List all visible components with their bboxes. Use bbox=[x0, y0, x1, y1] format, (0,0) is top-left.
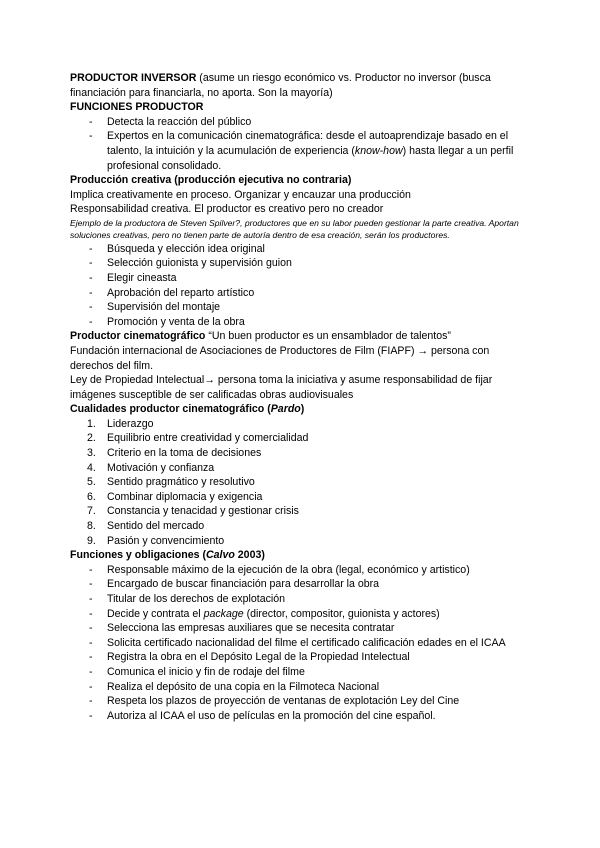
list-item: 5. Sentido pragmático y resolutivo bbox=[87, 476, 255, 489]
list-item: - Encargado de buscar financiación para desarrollar la obra bbox=[89, 578, 380, 591]
cualidades-heading: Cualidades productor cinematográfico (Pardo) bbox=[70, 403, 305, 416]
intro-title: PRODUCTOR INVERSOR bbox=[70, 72, 197, 84]
funciones-heading: FUNCIONES PRODUCTOR bbox=[70, 101, 204, 114]
creativa-list bbox=[70, 242, 532, 330]
list-item: 6. Combinar diplomacia y exigencia bbox=[87, 490, 263, 503]
obligaciones-heading: Funciones y obligaciones (Calvo 2003) bbox=[70, 549, 265, 562]
creativa-note: Ejemplo de la productora de Steven Spilver?, productores que en su labor pueden gestionar la parte creativa. Aportan soluciones creativas, pero no tienen parte de autoría dentro de esa creación, serán los productores. bbox=[70, 217, 519, 241]
funciones-list bbox=[70, 115, 532, 173]
list-item: 2. Equilibrio entre creatividad y comercialidad bbox=[87, 432, 309, 445]
list-item: - Titular de los derechos de explotación bbox=[89, 593, 286, 605]
list-item: 8. Sentido del mercado bbox=[87, 520, 205, 533]
list-item: - Comunica el inicio y fin de rodaje del filme bbox=[89, 665, 305, 678]
cinematografico-heading: Productor cinematográfico “Un buen productor es un ensamblador de talentos” bbox=[70, 330, 451, 343]
list-item: 3. Criterio en la toma de decisiones bbox=[87, 447, 262, 460]
list-item: - Respeta los plazos de proyección de ventanas de explotación Ley del Cine bbox=[89, 695, 460, 708]
intro-text: (asume un riesgo económico vs. Productor no inversor (busca financiación para financiarla, no aporta. Son la mayoría) bbox=[70, 72, 491, 99]
list-item: 1. Liderazgo bbox=[87, 417, 154, 430]
list-item: - Realiza el depósito de una copia en la Filmoteca Nacional bbox=[89, 680, 380, 693]
cinematografico-line-2: Ley de Propiedad Intelectual→ persona toma la iniciativa y asume responsabilidad de fijar imágenes susceptible de ser calificadas obras audiovisuales bbox=[70, 374, 493, 401]
list-item: - Aprobación del reparto artístico bbox=[89, 286, 255, 299]
creativa-heading: Producción creativa (producción ejecutiva no contraria) bbox=[70, 174, 352, 187]
list-item: - Selección guionista y supervisión guion bbox=[89, 257, 292, 270]
list-item: - Selecciona las empresas auxiliares que se necesita contratar bbox=[89, 622, 395, 635]
obligaciones-list bbox=[70, 563, 532, 724]
list-item: 7. Constancia y tenacidad y gestionar crisis bbox=[87, 505, 299, 518]
list-item: - Búsqueda y elección idea original bbox=[89, 242, 265, 255]
list-item: - Decide y contrata el package (director, compositor, guionista y actores) bbox=[89, 607, 440, 620]
list-item: - Expertos en la comunicación cinematográfica: desde el autoaprendizaje basado en el talento, la intuición y la acumulación de experiencia (know-how) hasta llegar a un perfil profesional consolidado. bbox=[89, 130, 514, 172]
document-page bbox=[70, 71, 532, 723]
list-item: - Supervisión del montaje bbox=[89, 301, 221, 314]
list-item: - Promoción y venta de la obra bbox=[89, 315, 245, 328]
creativa-line-1: Implica creativamente en proceso. Organizar y encauzar una producción bbox=[70, 188, 411, 201]
list-item: - Registra la obra en el Depósito Legal de la Propiedad Intelectual bbox=[89, 651, 410, 664]
cualidades-list bbox=[70, 417, 532, 548]
intro-paragraph bbox=[70, 71, 532, 100]
creativa-line-2: Responsabilidad creativa. El productor es creativo pero no creador bbox=[70, 203, 384, 216]
list-item: - Responsable máximo de la ejecución de la obra (legal, económico y artistico) bbox=[89, 563, 470, 576]
list-item: - Solicita certificado nacionalidad del filme el certificado calificación edades en el ICAA bbox=[89, 636, 506, 649]
list-item: - Elegir cineasta bbox=[89, 271, 177, 284]
list-item: - Detecta la reacción del público bbox=[89, 115, 252, 128]
list-item: 9. Pasión y convencimiento bbox=[87, 534, 225, 547]
cinematografico-line-1: Fundación internacional de Asociaciones de Productores de Film (FIAPF) → persona con derechos del film. bbox=[70, 344, 490, 372]
list-item: 4. Motivación y confianza bbox=[87, 461, 215, 474]
list-item: - Autoriza al ICAA el uso de películas en la promoción del cine español. bbox=[89, 709, 436, 722]
